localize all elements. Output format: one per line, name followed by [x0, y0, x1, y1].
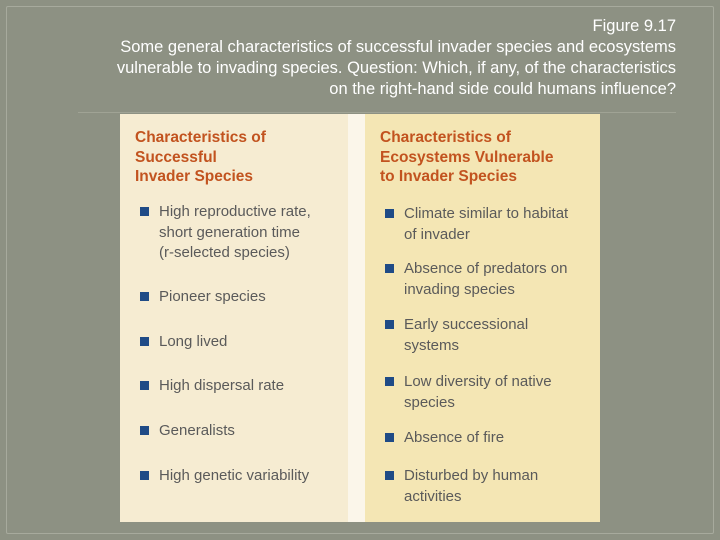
list-item	[380, 428, 594, 449]
list-item	[135, 466, 342, 487]
square-bullet-icon	[140, 292, 149, 301]
title-line: Invader Species	[135, 168, 254, 185]
item-text: activities	[404, 487, 462, 505]
item-text: of invader	[404, 225, 470, 243]
square-bullet-icon	[140, 337, 149, 346]
square-bullet-icon	[385, 471, 394, 480]
title-line: Successful	[135, 148, 217, 166]
list-item	[135, 287, 342, 308]
square-bullet-icon	[385, 320, 394, 329]
item-text: Absence of predators on	[404, 260, 568, 277]
square-bullet-icon	[385, 264, 394, 273]
square-bullet-icon	[385, 433, 394, 442]
list-item	[135, 421, 342, 442]
figure-caption	[26, 16, 676, 100]
item-text: Long lived	[159, 333, 228, 350]
item-text: Absence of fire	[404, 429, 505, 446]
list-item	[135, 202, 342, 264]
item-text: systems	[404, 336, 460, 354]
item-text: species	[404, 393, 455, 411]
item-text: Generalists	[159, 422, 235, 439]
figure-number: Figure 9.17	[592, 17, 676, 35]
square-bullet-icon	[140, 471, 149, 480]
item-text: short generation time	[159, 223, 300, 241]
item-text: Climate similar to habitat	[404, 205, 569, 222]
list-item	[380, 259, 594, 300]
panel-title	[135, 128, 266, 187]
title-line: to Invader Species	[380, 168, 517, 185]
item-text: High reproductive rate,	[159, 203, 311, 220]
item-text: Pioneer species	[159, 288, 266, 305]
item-text: (r-selected species)	[159, 244, 290, 261]
title-line: Ecosystems Vulnerable	[380, 148, 554, 166]
square-bullet-icon	[140, 207, 149, 216]
item-text: High dispersal rate	[159, 377, 285, 394]
caption-line-1: Some general characteristics of successful invader species and ecosystems	[120, 38, 676, 56]
list-item	[380, 204, 594, 245]
square-bullet-icon	[385, 209, 394, 218]
panel-gap	[348, 114, 365, 522]
vulnerable-ecosystems-panel	[365, 114, 600, 522]
invader-species-panel	[120, 114, 348, 522]
caption-line-3: on the right-hand side could humans influence?	[329, 80, 676, 98]
square-bullet-icon	[140, 426, 149, 435]
square-bullet-icon	[385, 377, 394, 386]
caption-divider	[78, 112, 676, 113]
list-item	[135, 376, 342, 397]
list-item	[380, 372, 594, 413]
caption-line-2: vulnerable to invading species. Question: Which, if any, of the characteristics	[116, 59, 676, 77]
list-item	[135, 332, 342, 353]
list-item	[380, 315, 594, 356]
item-text: Disturbed by human	[404, 467, 539, 484]
title-line: Characteristics of	[135, 129, 266, 146]
item-text: invading species	[404, 280, 515, 298]
item-text: Early successional	[404, 316, 529, 333]
item-text: High genetic variability	[159, 467, 310, 484]
item-text: Low diversity of native	[404, 373, 552, 390]
square-bullet-icon	[140, 381, 149, 390]
list-item	[380, 466, 594, 507]
panel-title	[380, 128, 553, 187]
title-line: Characteristics of	[380, 129, 511, 146]
